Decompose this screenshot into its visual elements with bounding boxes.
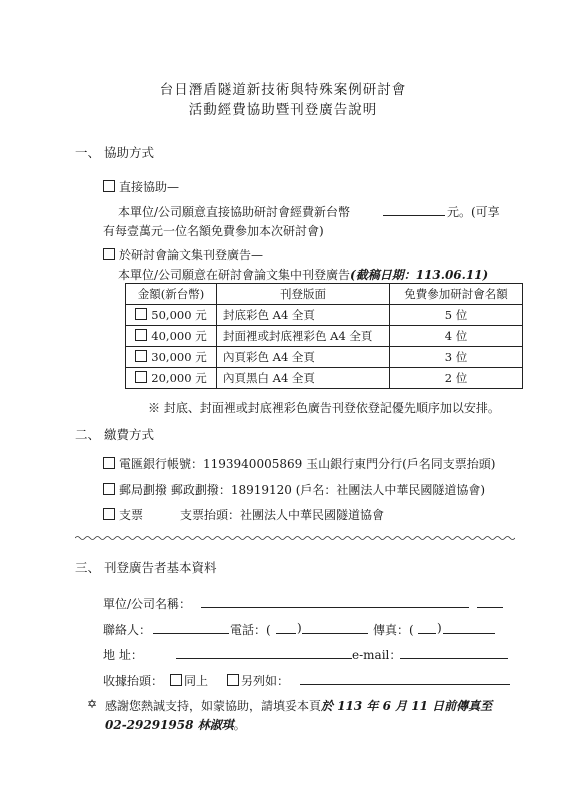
quota-cell: 4 位 bbox=[390, 326, 523, 347]
amount-cell[interactable] bbox=[126, 368, 217, 389]
footer-fax-contact: 02-29291958 林淑琪 bbox=[105, 718, 234, 732]
receipt-other-input-line[interactable] bbox=[300, 684, 510, 685]
table-row bbox=[126, 347, 523, 368]
fax-area-line[interactable] bbox=[418, 633, 436, 634]
check-label: 支票 bbox=[119, 508, 144, 522]
quota-cell: 3 位 bbox=[390, 347, 523, 368]
receipt-label: 收據抬頭： bbox=[103, 674, 164, 688]
ad-option-label: 於研討會論文集刊登廣告— bbox=[119, 248, 264, 262]
quota-cell: 2 位 bbox=[390, 368, 523, 389]
phone-close: ) bbox=[297, 621, 302, 635]
receipt-other-option[interactable] bbox=[227, 672, 289, 689]
section1-heading: 一、 協助方式 bbox=[75, 145, 154, 160]
position-cell: 封底彩色 A4 全頁 bbox=[217, 305, 390, 326]
check-payee: 支票抬頭：社團法人中華民國隧道協會 bbox=[180, 508, 385, 522]
postal-text: 郵局劃撥 郵政劃撥：18919120 (戶名：社團法人中華民國隧道協會) bbox=[119, 483, 486, 497]
amount-value: 30,000 元 bbox=[151, 350, 207, 364]
amount-blank[interactable] bbox=[383, 215, 445, 216]
receipt-other-label: 另列如： bbox=[241, 674, 290, 688]
row-checkbox[interactable] bbox=[135, 329, 147, 341]
receipt-same-label: 同上 bbox=[184, 674, 209, 688]
wire-text: 電匯銀行帳號：1193940005869 玉山銀行東門分行(戶名同支票抬頭) bbox=[119, 457, 496, 471]
direct-support-label: 直接協助— bbox=[119, 180, 180, 194]
footer-text-part1: 感謝您熱誠支持，如蒙協助，請填妥本頁 bbox=[105, 699, 322, 713]
direct-support-checkbox[interactable] bbox=[103, 180, 115, 192]
email-label: e-mail： bbox=[352, 648, 402, 662]
row-checkbox[interactable] bbox=[135, 371, 147, 383]
star-icon: ✡ bbox=[87, 697, 98, 711]
amount-value: 40,000 元 bbox=[151, 329, 207, 343]
ad-deadline: (截稿日期：113.06.11) bbox=[350, 268, 489, 282]
direct-support-text-part2: 元。(可享 bbox=[447, 205, 500, 219]
form-subtitle: 活動經費協助暨刊登廣告說明 bbox=[188, 102, 378, 118]
org-label: 單位/公司名稱： bbox=[103, 597, 192, 611]
ad-checkbox[interactable] bbox=[103, 248, 115, 260]
phone-label: 電話：( bbox=[230, 623, 271, 637]
email-input-line[interactable] bbox=[400, 658, 508, 659]
amount-value: 50,000 元 bbox=[151, 308, 207, 322]
form-title: 台日潛盾隧道新技術與特殊案例研討會 bbox=[159, 82, 407, 98]
amount-value: 20,000 元 bbox=[151, 371, 207, 385]
address-label: 地 址： bbox=[103, 648, 143, 662]
check-option[interactable] bbox=[103, 506, 143, 523]
ad-option-text bbox=[118, 266, 488, 283]
ad-note: ※ 封底、封面裡或封底裡彩色廣告刊登依登記優先順序加以安排。 bbox=[148, 401, 500, 415]
direct-support-text bbox=[118, 203, 350, 220]
footer-fax bbox=[105, 716, 246, 733]
org-input-line-extra[interactable] bbox=[477, 607, 503, 608]
receipt-same-option[interactable] bbox=[170, 672, 208, 689]
address-input-line[interactable] bbox=[176, 658, 352, 659]
footer-text bbox=[105, 697, 492, 714]
wavy-divider bbox=[75, 535, 515, 541]
ad-option[interactable] bbox=[103, 246, 263, 263]
ad-pricing-table bbox=[125, 283, 523, 389]
check-checkbox[interactable] bbox=[103, 508, 115, 520]
table-row bbox=[126, 368, 523, 389]
position-cell: 內頁彩色 A4 全頁 bbox=[217, 347, 390, 368]
header-position: 刊登版面 bbox=[217, 284, 390, 305]
section3-heading: 三、 刊登廣告者基本資料 bbox=[75, 560, 217, 575]
phone-area-line[interactable] bbox=[276, 633, 296, 634]
direct-support-option[interactable] bbox=[103, 178, 179, 195]
table-header-row bbox=[126, 284, 523, 305]
row-checkbox[interactable] bbox=[135, 350, 147, 362]
phone-input-line[interactable] bbox=[302, 633, 368, 634]
footer-deadline: 於 113 年 6 月 11 日前傳真至 bbox=[321, 699, 493, 713]
position-cell: 內頁黑白 A4 全頁 bbox=[217, 368, 390, 389]
org-input-line[interactable] bbox=[201, 607, 469, 608]
contact-label: 聯絡人： bbox=[103, 623, 152, 637]
fax-label: 傳真：( bbox=[373, 623, 414, 637]
amount-cell[interactable] bbox=[126, 305, 217, 326]
amount-cell[interactable] bbox=[126, 326, 217, 347]
receipt-other-checkbox[interactable] bbox=[227, 674, 239, 686]
section2-heading: 二、 繳費方式 bbox=[75, 427, 154, 442]
header-quota: 免費參加研討會名額 bbox=[390, 284, 523, 305]
footer-fax-end: 。 bbox=[233, 718, 246, 732]
quota-cell: 5 位 bbox=[390, 305, 523, 326]
amount-cell[interactable] bbox=[126, 347, 217, 368]
ad-option-text-main: 本單位/公司願意在研討會論文集中刊登廣告 bbox=[118, 268, 351, 282]
postal-checkbox[interactable] bbox=[103, 483, 115, 495]
position-cell: 封面裡或封底裡彩色 A4 全頁 bbox=[217, 326, 390, 347]
fax-close: ) bbox=[437, 621, 442, 635]
postal-option[interactable] bbox=[103, 481, 485, 498]
header-amount: 金額(新台幣) bbox=[126, 284, 217, 305]
contact-input-line[interactable] bbox=[153, 633, 229, 634]
wire-option[interactable] bbox=[103, 455, 495, 472]
receipt-same-checkbox[interactable] bbox=[170, 674, 182, 686]
direct-support-text-line2: 有每壹萬元一位名額免費參加本次研討會) bbox=[103, 224, 324, 238]
fax-input-line[interactable] bbox=[443, 633, 495, 634]
wire-checkbox[interactable] bbox=[103, 457, 115, 469]
table-row bbox=[126, 326, 523, 347]
row-checkbox[interactable] bbox=[135, 308, 147, 320]
direct-support-text-part1: 本單位/公司願意直接協助研討會經費新台幣 bbox=[118, 205, 351, 219]
table-row bbox=[126, 305, 523, 326]
